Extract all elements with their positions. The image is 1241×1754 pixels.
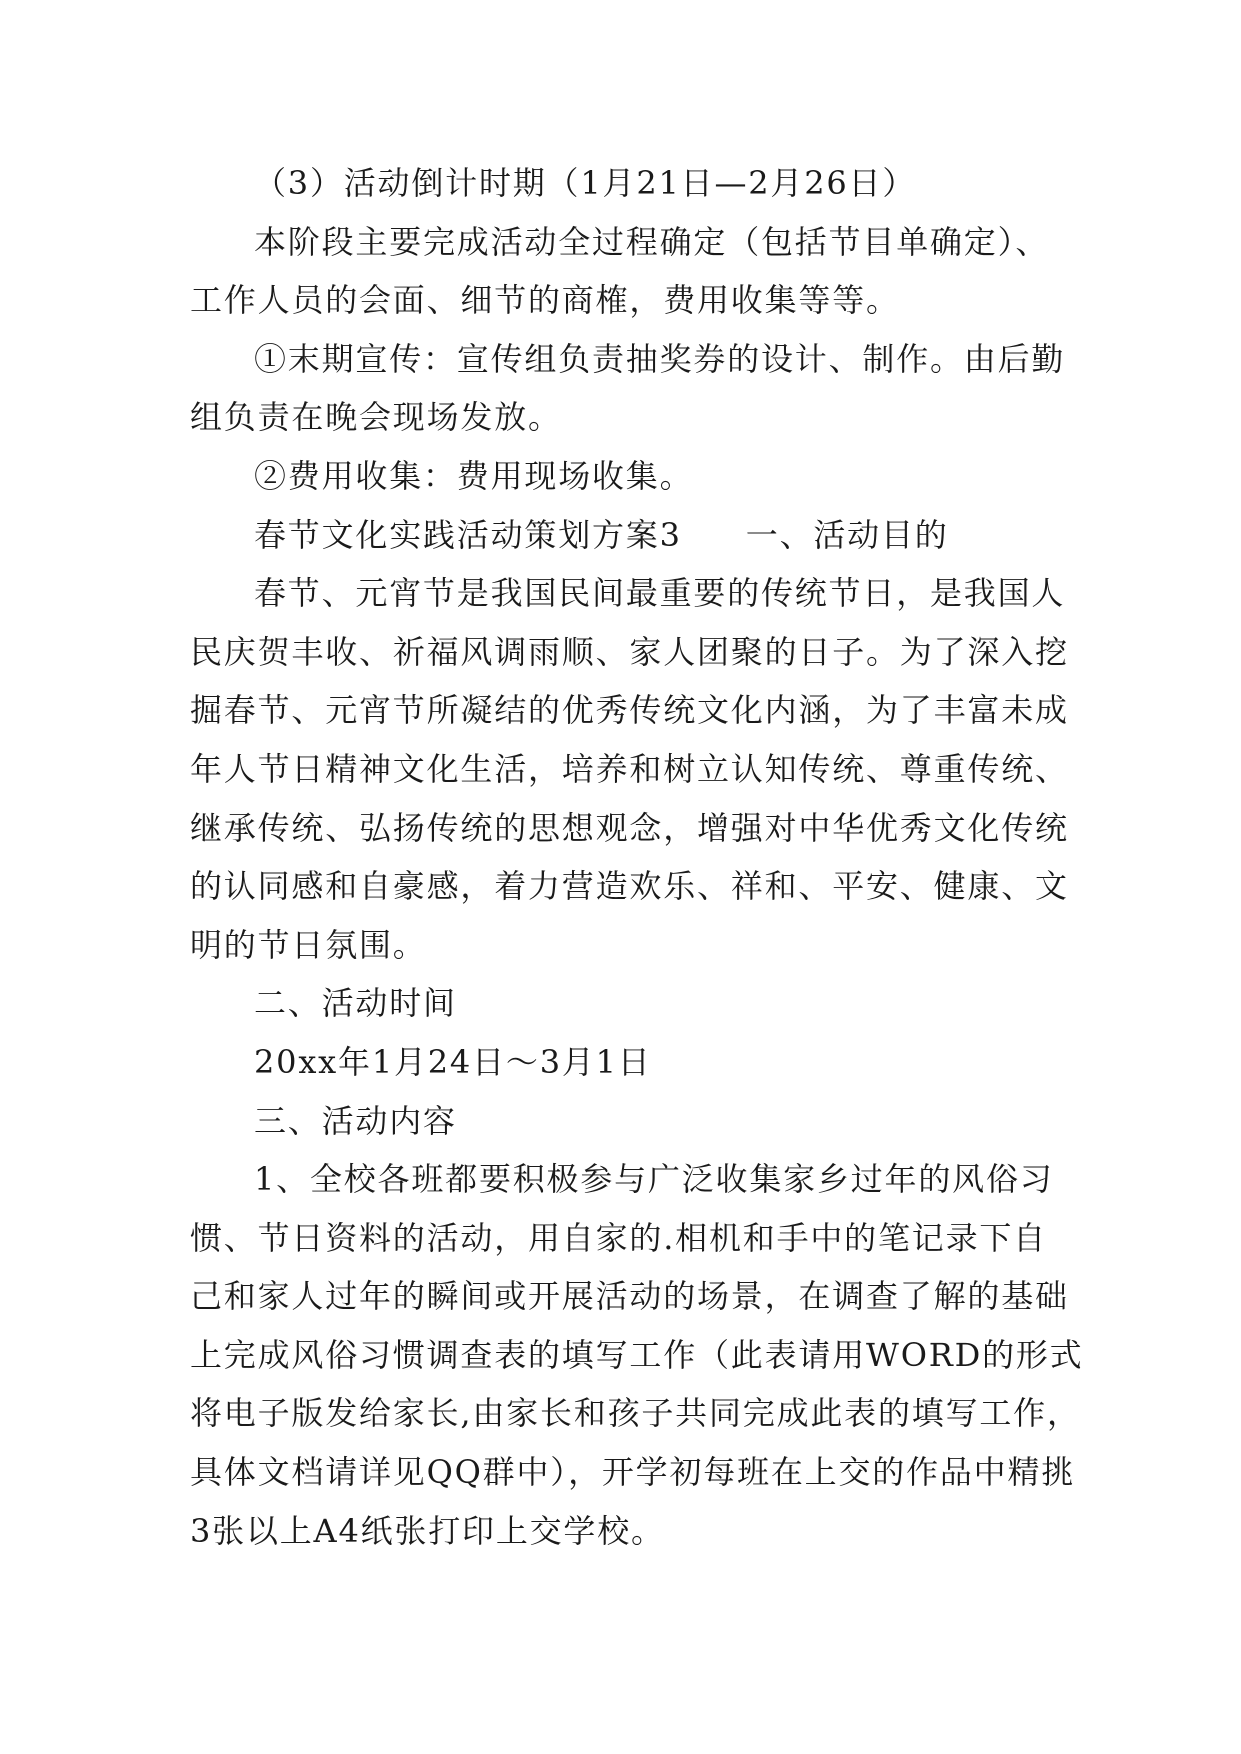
text-line: 3张以上A4纸张打印上交学校。 xyxy=(190,1511,665,1550)
text-line: 上完成风俗习惯调查表的填写工作（此表请用WORD的形式 xyxy=(190,1335,1084,1374)
document-body xyxy=(190,154,1084,1560)
text-line: 惯、节日资料的活动，用自家的.相机和手中的笔记录下自 xyxy=(190,1218,1047,1257)
section-heading: 三、活动内容 xyxy=(254,1101,457,1140)
text-line: 年人节日精神文化生活，培养和树立认知传统、尊重传统、 xyxy=(190,749,1069,788)
text-line: 明的节日氛围。 xyxy=(190,925,427,964)
text-line: 工作人员的会面、细节的商榷，费用收集等等。 xyxy=(190,281,900,320)
text-line: （3）活动倒计时期（1月21日—2月26日） xyxy=(254,164,917,202)
section-heading: 二、活动时间 xyxy=(254,984,457,1023)
text-line: ①末期宣传：宣传组负责抽奖券的设计、制作。由后勤 xyxy=(254,339,1066,378)
section-heading: 一、活动目的 xyxy=(745,515,949,554)
text-line: 本阶段主要完成活动全过程确定（包括节目单确定）、 xyxy=(254,222,1050,261)
text-line: 春节、元宵节是我国民间最重要的传统节日，是我国人 xyxy=(254,574,1066,613)
text-line: 掘春节、元宵节所凝结的优秀传统文化内涵，为了丰富未成 xyxy=(190,691,1069,730)
text-line: 20xx年1月24日～3月1日 xyxy=(254,1042,652,1081)
section-heading-line xyxy=(190,506,1070,565)
text-line: 1、全校各班都要积极参与广泛收集家乡过年的风俗习 xyxy=(254,1160,1054,1199)
text-line: 的认同感和自豪感，着力营造欢乐、祥和、平安、健康、文 xyxy=(190,867,1069,906)
text-line: 组负责在晚会现场发放。 xyxy=(190,398,562,437)
text-line: 将电子版发给家长,由家长和孩子共同完成此表的填写工作， xyxy=(190,1394,1081,1433)
text-line: 具体文档请详见QQ群中），开学初每班在上交的作品中精挑 xyxy=(190,1453,1076,1492)
plan-title: 春节文化实践活动策划方案3 xyxy=(254,515,682,554)
text-line: 民庆贺丰收、祈福风调雨顺、家人团聚的日子。为了深入挖 xyxy=(190,632,1069,671)
text-line: 继承传统、弘扬传统的思想观念，增强对中华优秀文化传统 xyxy=(190,808,1069,847)
text-line: ②费用收集：费用现场收集。 xyxy=(254,456,694,495)
text-line: 己和家人过年的瞬间或开展活动的场景，在调查了解的基础 xyxy=(190,1277,1069,1316)
